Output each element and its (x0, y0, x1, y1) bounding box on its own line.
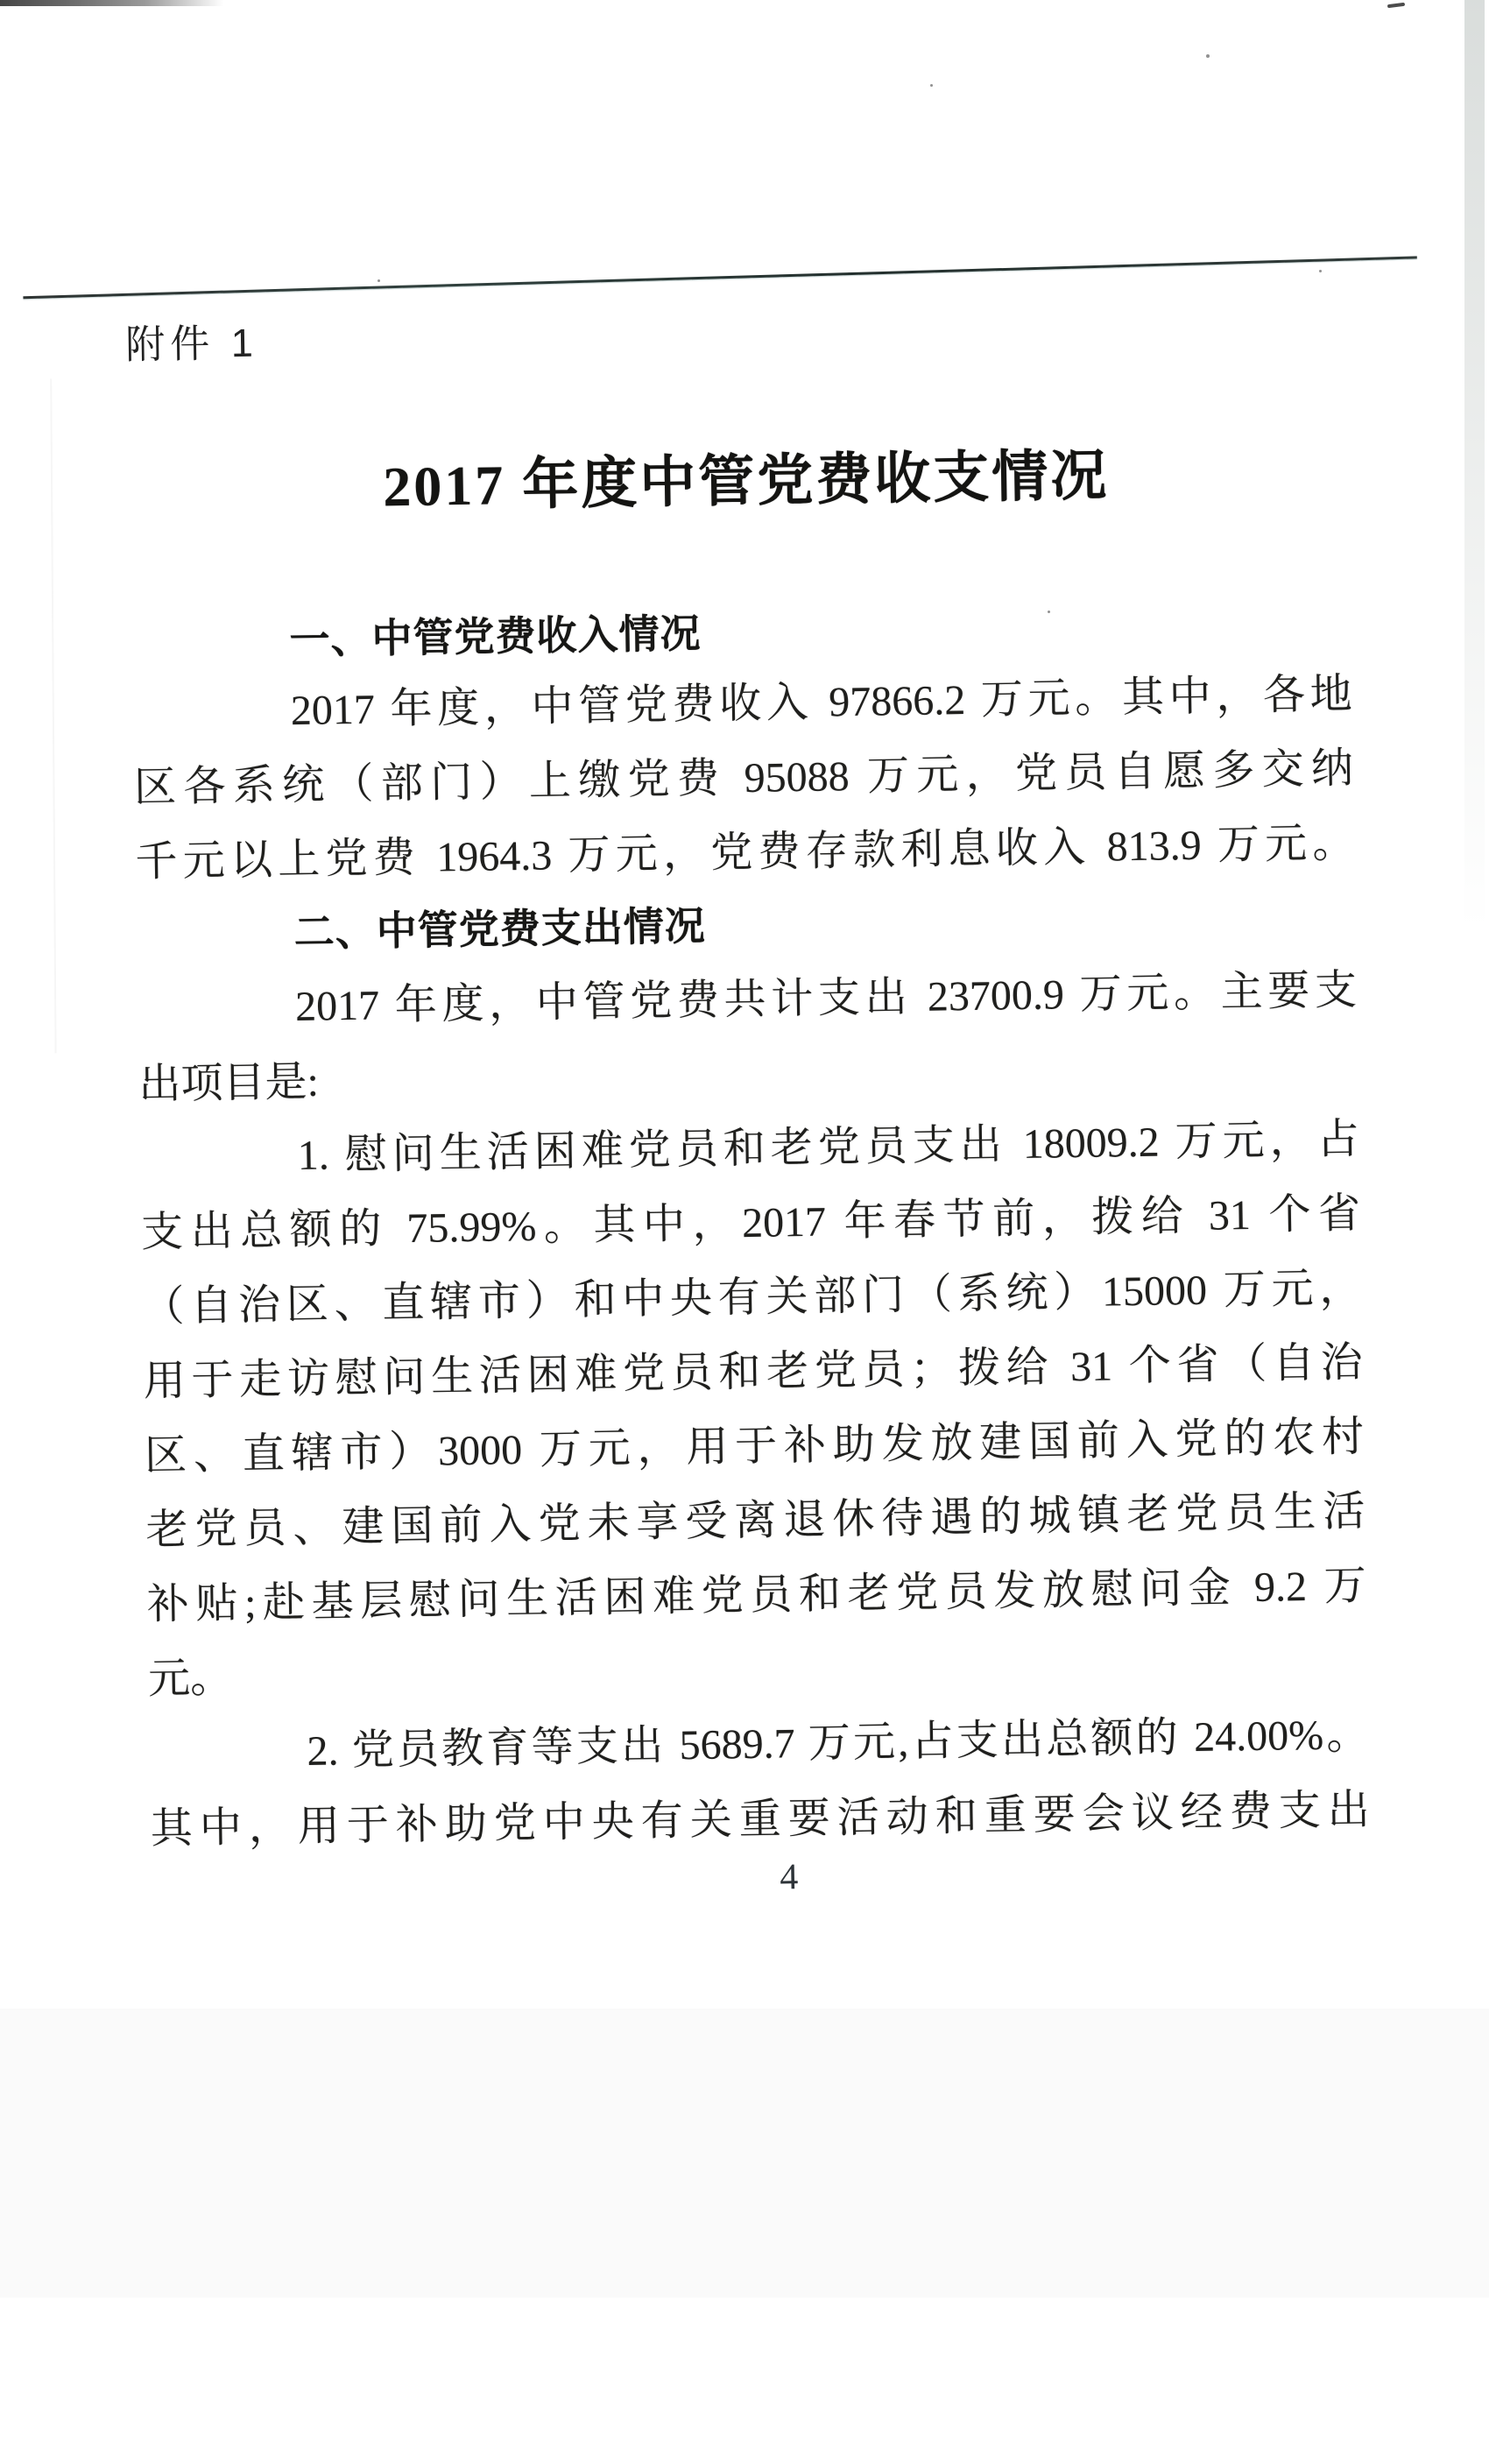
body-line: （自治区、直辖市）和中央有关部门（系统）15000 万元， (142, 1264, 1362, 1331)
body-line: 区各系统（部门）上缴党费 95088 万元，党员自愿多交纳 (133, 745, 1354, 811)
section-1-heading: 一、中管党费收入情况 (289, 610, 702, 663)
body-line: 用于走访慰问生活困难党员和老党员；拨给 31 个省（自治 (143, 1338, 1364, 1405)
body-line: 老党员、建国前入党未享受离退休待遇的城镇老党员生活 (145, 1487, 1366, 1554)
page-number: 4 (779, 1857, 799, 1898)
body-line: 补贴;赴基层慰问生活困难党员和老党员发放慰问金 9.2 万 (146, 1562, 1367, 1628)
body-line: 其中，用于补助党中央有关重要活动和重要会议经费支出 (150, 1786, 1371, 1853)
body-line: 千元以上党费 1964.3 万元，党费存款利息收入 813.9 万元。 (135, 820, 1355, 886)
body-line: 出项目是: (138, 1058, 320, 1108)
body-line: 区、直辖市）3000 万元，用于补助发放建国前入党的农村 (144, 1413, 1365, 1479)
scan-artifact-top-bar (0, 0, 223, 6)
horizontal-rule (23, 256, 1416, 299)
body-line: 2017 年度，中管党费收入 97866.2 万元。其中，各地 (290, 671, 1353, 735)
body-line: 2. 党员教育等支出 5689.7 万元,占支出总额的 24.00%。 (307, 1711, 1369, 1775)
attachment-label: 附件 1 (124, 320, 259, 367)
section-2-heading: 二、中管党费支出情况 (293, 902, 707, 956)
body-line: 元。 (147, 1655, 233, 1703)
document-title: 2017 年度中管党费收支情况 (382, 444, 1110, 519)
body-line: 2017 年度，中管党费共计支出 23700.9 万元。主要支 (294, 967, 1358, 1031)
body-line: 1. 慰问生活困难党员和老党员支出 18009.2 万元，占 (297, 1115, 1360, 1180)
body-line: 支出总额的 75.99%。其中，2017 年春节前，拨给 31 个省 (140, 1190, 1361, 1256)
